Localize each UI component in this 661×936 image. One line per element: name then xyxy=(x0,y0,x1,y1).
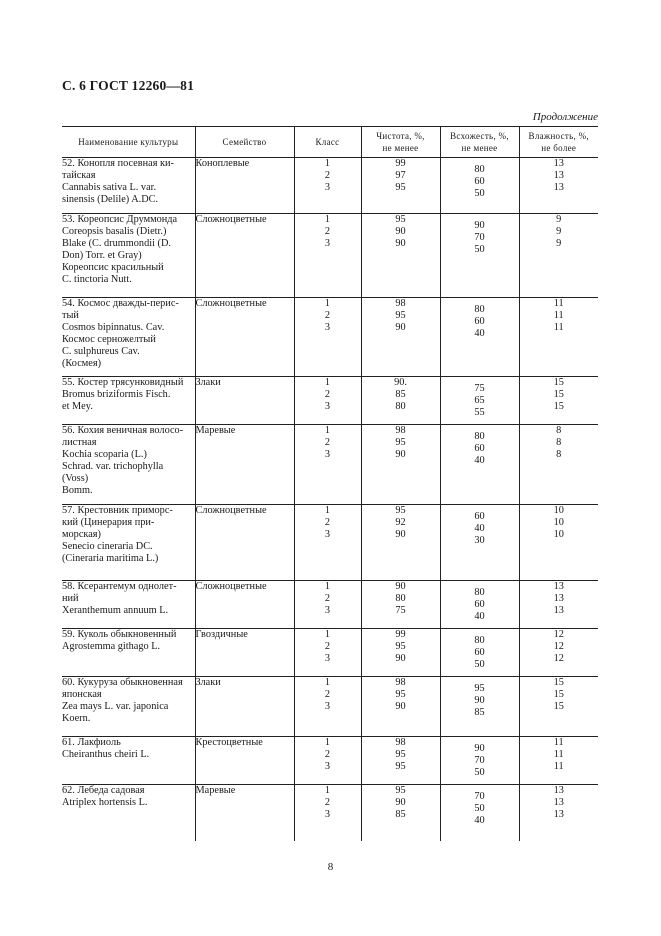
seed-class-line: 1 xyxy=(324,677,331,688)
crop-name-line: Cannabis sativa L. var. xyxy=(62,181,157,193)
moisture-value-line: 12 xyxy=(553,652,564,664)
moisture-value-line: 8 xyxy=(556,448,562,460)
header-text: Наименование культуры xyxy=(78,137,179,147)
germination-value-line: 50 xyxy=(474,243,485,255)
table-row xyxy=(62,158,598,214)
moisture-value xyxy=(519,158,598,214)
moisture-value-line: 13 xyxy=(553,169,564,181)
seed-class-line: 2 xyxy=(324,796,331,808)
crop-name-line: Кореопсис красильный xyxy=(62,261,164,273)
moisture-value-line: 9 xyxy=(556,237,562,249)
moisture-value-line: 9 xyxy=(556,225,562,237)
moisture-value-line: 11 xyxy=(553,321,564,333)
seed-class-line: 3 xyxy=(324,321,331,333)
moisture-value xyxy=(519,737,598,785)
moisture-value-line: 11 xyxy=(553,298,564,309)
seed-class-line: 1 xyxy=(324,377,331,388)
crop-name xyxy=(62,785,195,841)
seed-class xyxy=(294,677,361,737)
moisture-value-line: 9 xyxy=(556,214,562,225)
moisture-value-line: 13 xyxy=(553,181,564,193)
purity-value-line: 95 xyxy=(395,748,406,760)
crop-name-line: 59. Куколь обыкновенный xyxy=(62,629,177,640)
germination-value-line: 80 xyxy=(474,304,485,315)
moisture-value-line: 11 xyxy=(553,737,564,748)
purity-value xyxy=(361,785,440,841)
purity-value-line: 98 xyxy=(395,425,406,436)
seed-class-line: 1 xyxy=(324,505,331,516)
crop-name xyxy=(62,629,195,677)
germination-value-line: 30 xyxy=(474,534,485,546)
family: Сложноцветные xyxy=(195,214,294,298)
purity-value-line: 98 xyxy=(395,737,406,748)
crop-name-line: японская xyxy=(62,688,102,700)
purity-value-line: 90 xyxy=(395,700,406,712)
germination-value-line: 40 xyxy=(474,454,485,466)
family: Гвоздичные xyxy=(195,629,294,677)
seed-class-line: 2 xyxy=(324,640,331,652)
family: Злаки xyxy=(195,677,294,737)
moisture-value-line: 11 xyxy=(553,760,564,772)
family: Сложноцветные xyxy=(195,298,294,377)
crop-name-line: тайская xyxy=(62,169,96,181)
purity-value-line: 75 xyxy=(395,604,406,616)
crop-name-line: 58. Ксерантемум однолет- xyxy=(62,581,177,592)
germination-value-line: 70 xyxy=(474,754,485,766)
moisture-value-line: 15 xyxy=(553,400,564,412)
seed-class-line: 1 xyxy=(324,298,331,309)
purity-value-line: 98 xyxy=(395,677,406,688)
family: Маревые xyxy=(195,785,294,841)
moisture-value xyxy=(519,505,598,581)
germination-value xyxy=(440,214,519,298)
family: Злаки xyxy=(195,377,294,425)
crop-name-line: 62. Лебеда садовая xyxy=(62,785,145,796)
table-row xyxy=(62,505,598,581)
germination-value-line: 90 xyxy=(474,220,485,231)
purity-value xyxy=(361,425,440,505)
seed-class xyxy=(294,629,361,677)
purity-value xyxy=(361,581,440,629)
moisture-value-line: 15 xyxy=(553,388,564,400)
crop-name-line: Zea mays L. var. japonica xyxy=(62,700,169,712)
seed-class-line: 2 xyxy=(324,592,331,604)
crop-name-line: 61. Лакфиоль xyxy=(62,737,121,748)
crop-name-line: Coreopsis basalis (Dietr.) xyxy=(62,225,167,237)
seed-class-line: 2 xyxy=(324,748,331,760)
col-moisture-header xyxy=(519,127,598,158)
purity-value-line: 97 xyxy=(395,169,406,181)
col-purity-header xyxy=(361,127,440,158)
germination-value xyxy=(440,737,519,785)
germination-value-line: 55 xyxy=(474,406,485,418)
seed-class-line: 3 xyxy=(324,400,331,412)
moisture-value-line: 10 xyxy=(553,516,564,528)
moisture-value-line: 11 xyxy=(553,309,564,321)
germination-value-line: 60 xyxy=(474,511,485,522)
table-row xyxy=(62,377,598,425)
purity-value-line: 90 xyxy=(395,237,406,249)
germination-value xyxy=(440,298,519,377)
header-text: Влажность, %, xyxy=(528,131,589,141)
moisture-value-line: 11 xyxy=(553,748,564,760)
seed-class xyxy=(294,785,361,841)
germination-value-line: 80 xyxy=(474,587,485,598)
continuation-label: Продолжение xyxy=(532,111,598,123)
seed-class-line: 3 xyxy=(324,448,331,460)
crop-name-line: Koern. xyxy=(62,712,91,724)
purity-value-line: 85 xyxy=(395,808,406,820)
table-row xyxy=(62,298,598,377)
germination-value-line: 85 xyxy=(474,706,485,718)
purity-value xyxy=(361,298,440,377)
crop-name-line: листная xyxy=(62,436,97,448)
moisture-value xyxy=(519,677,598,737)
family: Крестоцветные xyxy=(195,737,294,785)
page-number: 8 xyxy=(327,861,334,873)
purity-value-line: 90 xyxy=(395,225,406,237)
header-text: Чистота, %, xyxy=(376,131,425,141)
purity-value-line: 95 xyxy=(395,505,406,516)
purity-value xyxy=(361,505,440,581)
purity-value-line: 95 xyxy=(395,760,406,772)
purity-value-line: 99 xyxy=(395,629,406,640)
crop-name-line: C. tinctoria Nutt. xyxy=(62,273,132,285)
moisture-value-line: 15 xyxy=(553,700,564,712)
germination-value-line: 50 xyxy=(474,658,485,670)
moisture-value-line: 13 xyxy=(553,581,564,592)
crop-name-line: Xeranthemum annuum L. xyxy=(62,604,169,616)
purity-value-line: 95 xyxy=(395,309,406,321)
header-text: не менее xyxy=(461,143,498,153)
germination-value xyxy=(440,629,519,677)
document-header: С. 6 ГОСТ 12260—81 xyxy=(62,78,195,93)
purity-value xyxy=(361,629,440,677)
header-text: Семейство xyxy=(222,137,267,147)
table-body xyxy=(62,158,598,841)
family: Маревые xyxy=(195,425,294,505)
purity-value xyxy=(361,677,440,737)
table-row xyxy=(62,214,598,298)
germination-value-line: 40 xyxy=(474,327,485,339)
seed-class-line: 2 xyxy=(324,388,331,400)
crop-name-line: 52. Конопля посевная ки- xyxy=(62,158,174,169)
table-row xyxy=(62,629,598,677)
crop-name-line: кий (Цинерария при- xyxy=(62,516,155,528)
germination-value xyxy=(440,785,519,841)
germination-value-line: 60 xyxy=(474,598,485,610)
moisture-value-line: 10 xyxy=(553,505,564,516)
header-text: не менее xyxy=(382,143,419,153)
moisture-value-line: 12 xyxy=(553,629,564,640)
family: Сложноцветные xyxy=(195,581,294,629)
crop-name-line: Senecio cineraria DC. xyxy=(62,540,153,552)
moisture-value-line: 15 xyxy=(553,688,564,700)
crop-name-line: C. sulphureus Cav. xyxy=(62,345,140,357)
seed-class-line: 3 xyxy=(324,181,331,193)
germination-value-line: 50 xyxy=(474,766,485,778)
seed-class-line: 1 xyxy=(324,158,331,169)
purity-value-line: 90. xyxy=(394,377,407,388)
crop-name-line: ний xyxy=(62,592,79,604)
germination-value-line: 60 xyxy=(474,315,485,327)
crop-name-line: Don) Torr. et Gray) xyxy=(62,249,142,261)
germination-value xyxy=(440,158,519,214)
crop-name-line: 53. Кореопсис Друммонда xyxy=(62,214,178,225)
header-text: Всхожесть, %, xyxy=(450,131,509,141)
seed-class-line: 2 xyxy=(324,169,331,181)
crop-name xyxy=(62,505,195,581)
moisture-value-line: 8 xyxy=(556,436,562,448)
crop-name-line: Bromus briziformis Fisch. xyxy=(62,388,171,400)
moisture-value-line: 13 xyxy=(553,808,564,820)
seed-class-line: 3 xyxy=(324,700,331,712)
moisture-value-line: 13 xyxy=(553,158,564,169)
moisture-value-line: 13 xyxy=(553,592,564,604)
seed-class xyxy=(294,425,361,505)
purity-value-line: 95 xyxy=(395,785,406,796)
header-text: не более xyxy=(541,143,577,153)
crop-name xyxy=(62,298,195,377)
crop-name-line: 55. Костер трясунковидный xyxy=(62,377,184,388)
purity-value-line: 92 xyxy=(395,516,406,528)
germination-value-line: 90 xyxy=(474,694,485,706)
germination-value-line: 90 xyxy=(474,743,485,754)
seed-class-line: 1 xyxy=(324,629,331,640)
seed-class xyxy=(294,581,361,629)
crop-name xyxy=(62,425,195,505)
seed-class xyxy=(294,505,361,581)
germination-value-line: 80 xyxy=(474,431,485,442)
col-class-header xyxy=(294,127,361,158)
germination-value xyxy=(440,377,519,425)
crop-name-line: Agrostemma githago L. xyxy=(62,640,161,652)
crop-name-line: Bomm. xyxy=(62,484,93,496)
table-row xyxy=(62,581,598,629)
purity-value-line: 90 xyxy=(395,321,406,333)
moisture-value-line: 8 xyxy=(556,425,562,436)
table-row xyxy=(62,737,598,785)
seed-class xyxy=(294,298,361,377)
moisture-value-line: 15 xyxy=(553,677,564,688)
germination-value-line: 95 xyxy=(474,683,485,694)
crop-name-line: 60. Кукуруза обыкновенная xyxy=(62,677,183,688)
purity-value-line: 95 xyxy=(395,436,406,448)
purity-value-line: 90 xyxy=(395,581,406,592)
seed-class-line: 1 xyxy=(324,785,331,796)
crop-name-line: sinensis (Delile) A.DC. xyxy=(62,193,159,205)
crop-name-line: Cosmos bipinnatus. Cav. xyxy=(62,321,165,333)
purity-value-line: 95 xyxy=(395,181,406,193)
seed-class-line: 3 xyxy=(324,528,331,540)
seed-class-line: 2 xyxy=(324,225,331,237)
crop-name-line: Kochia scoparia (L.) xyxy=(62,448,147,460)
moisture-value-line: 13 xyxy=(553,604,564,616)
seed-class-line: 1 xyxy=(324,581,331,592)
table-row xyxy=(62,677,598,737)
germination-value-line: 50 xyxy=(474,802,485,814)
germination-value-line: 70 xyxy=(474,791,485,802)
crop-name-line: (Cineraria maritima L.) xyxy=(62,552,159,564)
purity-value-line: 80 xyxy=(395,400,406,412)
purity-value-line: 95 xyxy=(395,688,406,700)
moisture-value-line: 13 xyxy=(553,796,564,808)
purity-value xyxy=(361,158,440,214)
crop-name xyxy=(62,737,195,785)
purity-value-line: 90 xyxy=(395,796,406,808)
seed-class-line: 2 xyxy=(324,688,331,700)
seed-class xyxy=(294,377,361,425)
crop-standards-table xyxy=(62,126,598,841)
germination-value xyxy=(440,425,519,505)
seed-class xyxy=(294,214,361,298)
crop-name-line: 57. Крестовник приморс- xyxy=(62,505,173,516)
seed-class-line: 3 xyxy=(324,652,331,664)
crop-name-line: Космос серножелтый xyxy=(62,333,156,345)
crop-name xyxy=(62,581,195,629)
seed-class-line: 1 xyxy=(324,214,331,225)
moisture-value xyxy=(519,629,598,677)
seed-class-line: 3 xyxy=(324,808,331,820)
moisture-value xyxy=(519,377,598,425)
moisture-value xyxy=(519,298,598,377)
crop-name-line: Schrad. var. trichophylla xyxy=(62,460,164,472)
germination-value-line: 40 xyxy=(474,522,485,534)
crop-name xyxy=(62,214,195,298)
seed-class xyxy=(294,737,361,785)
purity-value-line: 80 xyxy=(395,592,406,604)
moisture-value-line: 10 xyxy=(553,528,564,540)
seed-class-line: 1 xyxy=(324,425,331,436)
crop-name-line: Blake (C. drummondii (D. xyxy=(62,237,171,249)
germination-value-line: 60 xyxy=(474,646,485,658)
moisture-value xyxy=(519,425,598,505)
crop-name-line: Atriplex hortensis L. xyxy=(62,796,148,808)
germination-value-line: 50 xyxy=(474,187,485,199)
seed-class-line: 3 xyxy=(324,237,331,249)
germination-value-line: 60 xyxy=(474,175,485,187)
purity-value xyxy=(361,214,440,298)
seed-class-line: 1 xyxy=(324,737,331,748)
germination-value xyxy=(440,505,519,581)
crop-name-line: 54. Космос дважды-перис- xyxy=(62,298,179,309)
germination-value xyxy=(440,581,519,629)
family: Сложноцветные xyxy=(195,505,294,581)
crop-name xyxy=(62,677,195,737)
purity-value xyxy=(361,737,440,785)
germination-value-line: 40 xyxy=(474,814,485,826)
crop-name xyxy=(62,158,195,214)
table-header-row xyxy=(62,127,598,158)
germination-value-line: 65 xyxy=(474,394,485,406)
col-germination-header xyxy=(440,127,519,158)
germination-value-line: 70 xyxy=(474,231,485,243)
seed-class-line: 2 xyxy=(324,309,331,321)
crop-name-line: 56. Кохия веничная волосо- xyxy=(62,425,184,436)
seed-class-line: 3 xyxy=(324,604,331,616)
moisture-value xyxy=(519,581,598,629)
germination-value-line: 60 xyxy=(474,442,485,454)
seed-class-line: 2 xyxy=(324,436,331,448)
crop-name-line: тый xyxy=(62,309,79,321)
seed-class-line: 3 xyxy=(324,760,331,772)
crop-name-line: морская) xyxy=(62,528,101,540)
germination-value-line: 80 xyxy=(474,164,485,175)
purity-value-line: 90 xyxy=(395,528,406,540)
moisture-value-line: 15 xyxy=(553,377,564,388)
purity-value-line: 98 xyxy=(395,298,406,309)
crop-name xyxy=(62,377,195,425)
crop-name-line: (Voss) xyxy=(62,472,89,484)
crop-name-line: (Космея) xyxy=(62,357,102,369)
moisture-value-line: 12 xyxy=(553,640,564,652)
moisture-value xyxy=(519,214,598,298)
purity-value-line: 99 xyxy=(395,158,406,169)
table-row xyxy=(62,785,598,841)
germination-value-line: 75 xyxy=(474,383,485,394)
purity-value-line: 90 xyxy=(395,448,406,460)
family: Коноплевые xyxy=(195,158,294,214)
seed-class xyxy=(294,158,361,214)
germination-value-line: 80 xyxy=(474,635,485,646)
crop-name-line: et Mey. xyxy=(62,400,93,412)
col-crop-name-header xyxy=(62,127,195,158)
purity-value-line: 95 xyxy=(395,214,406,225)
purity-value xyxy=(361,377,440,425)
moisture-value xyxy=(519,785,598,841)
crop-name-line: Cheiranthus cheiri L. xyxy=(62,748,150,760)
table-row xyxy=(62,425,598,505)
col-family-header xyxy=(195,127,294,158)
header-text: Класс xyxy=(315,137,340,147)
moisture-value-line: 13 xyxy=(553,785,564,796)
germination-value xyxy=(440,677,519,737)
purity-value-line: 90 xyxy=(395,652,406,664)
germination-value-line: 40 xyxy=(474,610,485,622)
seed-class-line: 2 xyxy=(324,516,331,528)
purity-value-line: 95 xyxy=(395,640,406,652)
purity-value-line: 85 xyxy=(395,388,406,400)
